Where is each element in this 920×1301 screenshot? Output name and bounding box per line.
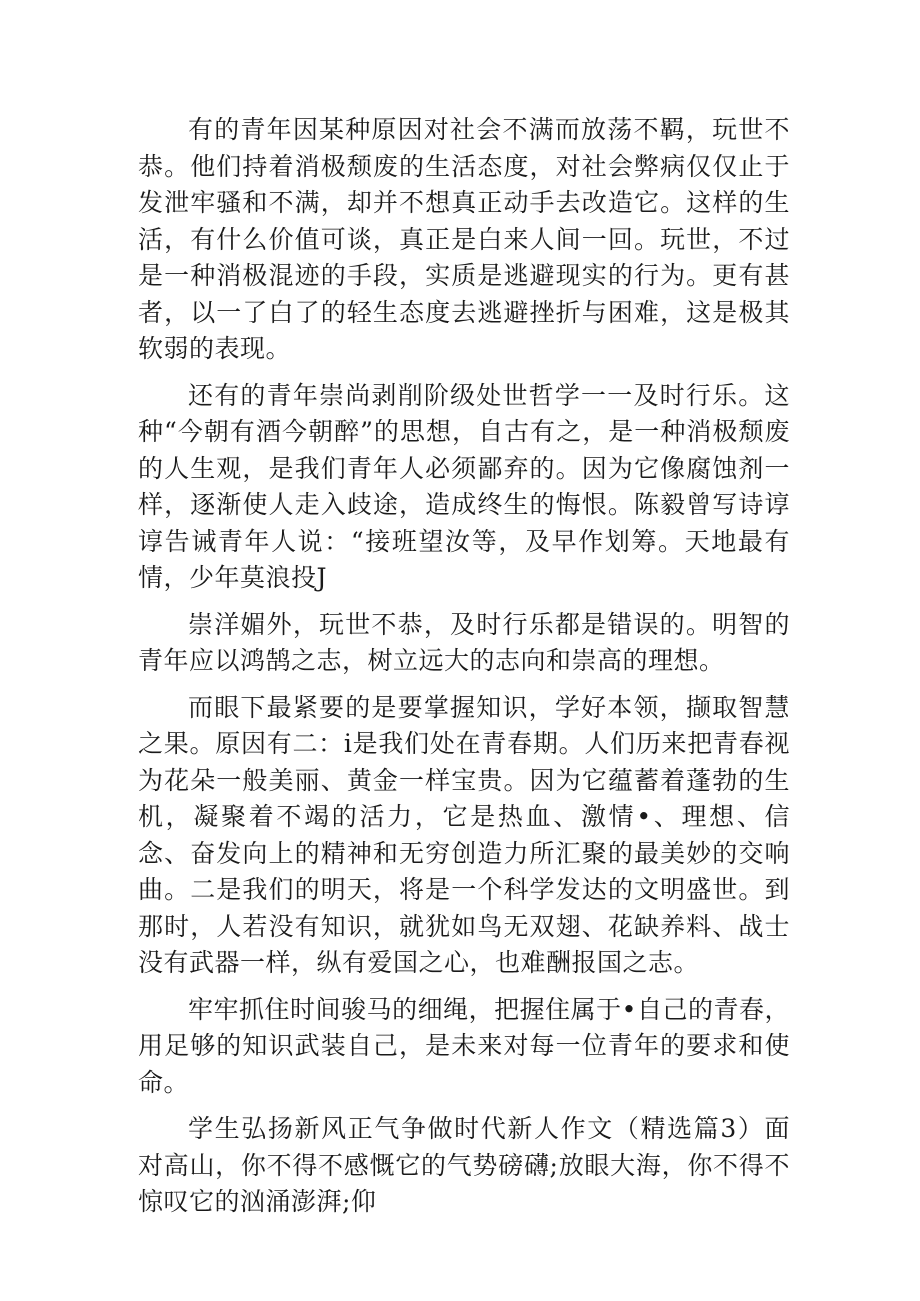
paragraph-2: 还有的青年崇尚剥削阶级处世哲学一一及时行乐。这种“今朝有酒今朝醉”的思想，自古有之，是一种消极颓废的人生观，是我们青年人必须鄙弃的。因为它像腐蚀剂一样，逐渐使人走入歧途，造成终生的悔恨。陈毅曾写诗谆谆告诫青年人说：“接班望汝等，及早作划筹。天地最有情，少年莫浪投J [138,380,790,592]
paragraph-4: 而眼下最紧要的是要掌握知识，学好本领，撷取智慧之果。原因有二：i是我们处在青春期。人们历来把青春视为花朵一般美丽、黄金一样宝贵。因为它蕴蓄着蓬勃的生机，凝聚着不竭的活力，它是热血、激情•、理想、信念、奋发向上的精神和无穷创造力所汇聚的最美妙的交响曲。二是我们的明天，将是一个科学发达的文明盛世。到那时，人若没有知识，就犹如鸟无双翅、花缺养料、战士没有武器一样，纵有爱国之心，也难酬报国之志。 [138,692,790,977]
paragraph-5: 牢牢抓住时间骏马的细绳，把握住属于•自己的青春，用足够的知识武装自己，是未来对每一位青年的要求和使命。 [138,994,790,1097]
paragraph-6: 学生弘扬新风正气争做时代新人作文（精选篇3）面对高山，你不得不感慨它的气势磅礴;放眼大海，你不得不惊叹它的汹涌澎湃;仰 [138,1114,790,1216]
paragraph-1: 有的青年因某种原因对社会不满而放荡不羁，玩世不恭。他们持着消极颓废的生活态度，对社会弊病仅仅止于发泄牢骚和不满，却并不想真正动手去改造它。这样的生活，有什么价值可谈，真正是白来人间一回。玩世，不过是一种消极混迹的手段，实质是逃避现实的行为。更有甚者，以一了白了的轻生态度去逃避挫折与困难，这是极其软弱的表现。 [138,115,790,363]
paragraph-3: 崇洋媚外，玩世不恭，及时行乐都是错误的。明智的青年应以鸿鹄之志，树立远大的志向和崇高的理想。 [138,609,790,675]
document-body [138,112,790,1231]
